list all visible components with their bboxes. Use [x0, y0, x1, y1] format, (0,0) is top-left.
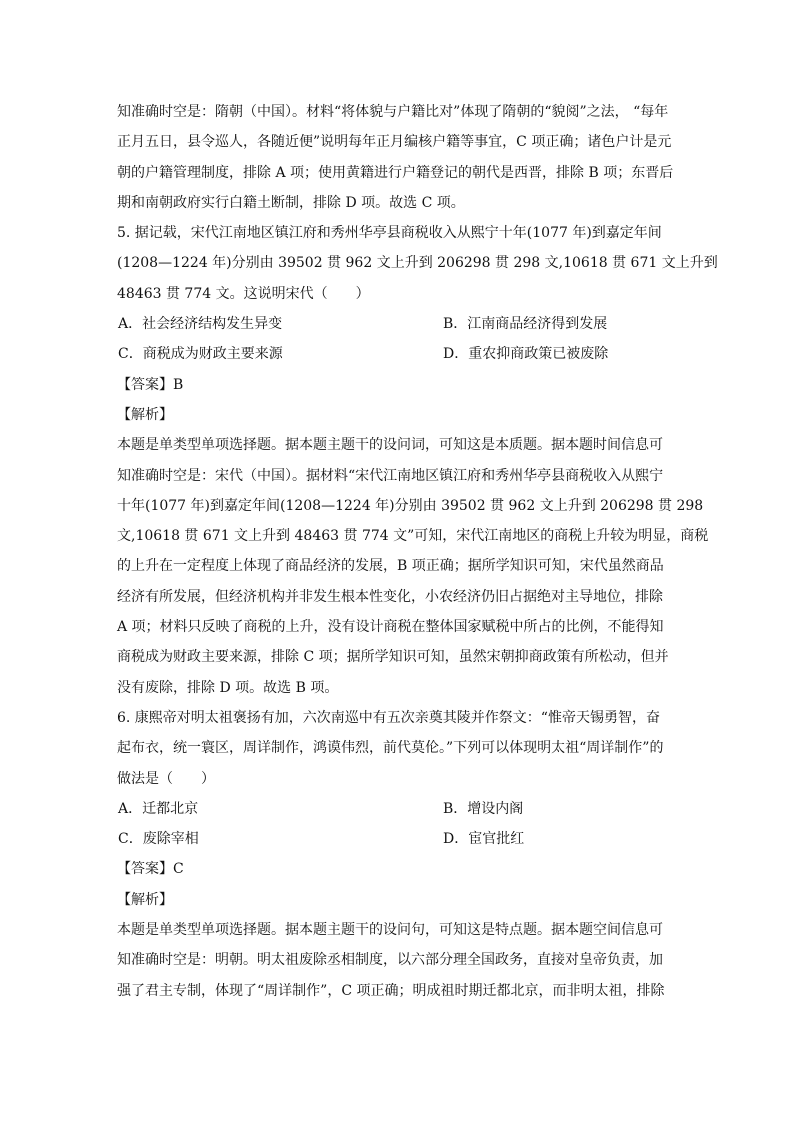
analysis-line: 十年(1077 年)到嘉定年间(1208—1224 年)分别由 39502 贯 962 文上升到 206298 贯 298 [117, 497, 704, 514]
question-stem-line: 做法是（ ） [117, 770, 215, 787]
option-c: C．废除宰相 [118, 831, 199, 848]
option-c: C．商税成为财政主要来源 [118, 346, 283, 363]
option-b: B．增设内阁 [443, 800, 524, 817]
options-row [117, 339, 677, 369]
question-stem-line: 起布衣，统一寰区，周详制作，鸿谟伟烈，前代莫伦。”下列可以体现明太祖“周详制作”的 [117, 740, 664, 757]
intro-analysis [117, 97, 677, 218]
analysis-line: 的上升在一定程度上体现了商品经济的发展，B 项正确；据所学知识可知，宋代虽然商品 [117, 558, 664, 575]
analysis-line: 文,10618 贯 671 文上升到 48463 贯 774 文”可知，宋代江南地区的商税上升较为明显，商税 [117, 528, 709, 545]
text-line: 朝的户籍管理制度，排除 A 项；使用黄籍进行户籍登记的朝代是西晋，排除 B 项；东晋后 [117, 164, 674, 181]
options-row [117, 794, 677, 824]
options-row [117, 824, 677, 854]
analysis-line: 经济有所发展，但经济机构并非发生根本性变化，小农经济仍旧占据绝对主导地位，排除 [117, 588, 663, 605]
question-5 [117, 218, 718, 703]
question-stem-line: 48463 贯 774 文。这说明宋代（ ） [117, 285, 370, 302]
analysis-line: 知准确时空是：宋代（中国）。据材料“宋代江南地区镇江府和秀州华亭县商税收入从熙宁 [117, 467, 664, 484]
option-d: D．重农抑商政策已被废除 [443, 346, 609, 363]
question-stem-line: 5. 据记载，宋代江南地区镇江府和秀州华亭县商税收入从熙宁十年(1077 年)到嘉定年间 [117, 225, 662, 242]
analysis-line: 知准确时空是：明朝。明太祖废除丞相制度，以六部分理全国政务，直接对皇帝负责，加 [117, 952, 663, 969]
text-line: 正月五日，县令巡人，各随近便”说明每年正月编核户籍等事宜，C 项正确；诸色户计是元 [117, 134, 672, 151]
analysis-line: 本题是单类型单项选择题。据本题主题干的设问句，可知这是特点题。据本题空间信息可 [117, 922, 663, 939]
analysis-label: 【解析】 [117, 891, 173, 908]
question-6 [117, 703, 677, 1006]
analysis-line: 强了君主专制，体现了“周详制作”，C 项正确；明成祖时期迁都北京，而非明太祖，排除 [117, 982, 665, 999]
option-a: A．迁都北京 [118, 800, 199, 817]
option-d: D．宦官批红 [443, 831, 525, 848]
question-stem-line: 6. 康熙帝对明太祖褒扬有加，六次南巡中有五次亲奠其陵并作祭文：“惟帝天锡勇智，奋 [117, 709, 660, 726]
answer-label: 【答案】B [117, 376, 184, 393]
options-row [117, 309, 677, 339]
text-line: 知准确时空是：隋朝（中国）。材料“将体貌与户籍比对”体现了隋朝的“貌阅”之法， “每年 [117, 104, 669, 120]
document-page [117, 97, 718, 1006]
analysis-line: 没有废除，排除 D 项。故选 B 项。 [117, 679, 339, 696]
analysis-line: A 项；材料只反映了商税的上升，没有设计商税在整体国家赋税中所占的比例，不能得知 [117, 619, 664, 636]
question-stem-line: (1208—1224 年)分别由 39502 贯 962 文上升到 206298 贯 298 文,10618 贯 671 文上升到 [117, 255, 718, 272]
analysis-label: 【解析】 [117, 406, 173, 423]
analysis-line: 本题是单类型单项选择题。据本题主题干的设问词，可知这是本质题。据本题时间信息可 [117, 437, 663, 454]
option-a: A．社会经济结构发生异变 [118, 316, 283, 333]
text-line: 期和南朝政府实行白籍土断制，排除 D 项。故选 C 项。 [117, 194, 465, 211]
analysis-line: 商税成为财政主要来源，排除 C 项；据所学知识可知，虽然宋朝抑商政策有所松动，但并 [117, 649, 669, 666]
option-b: B．江南商品经济得到发展 [443, 316, 608, 333]
answer-label: 【答案】C [117, 861, 184, 878]
